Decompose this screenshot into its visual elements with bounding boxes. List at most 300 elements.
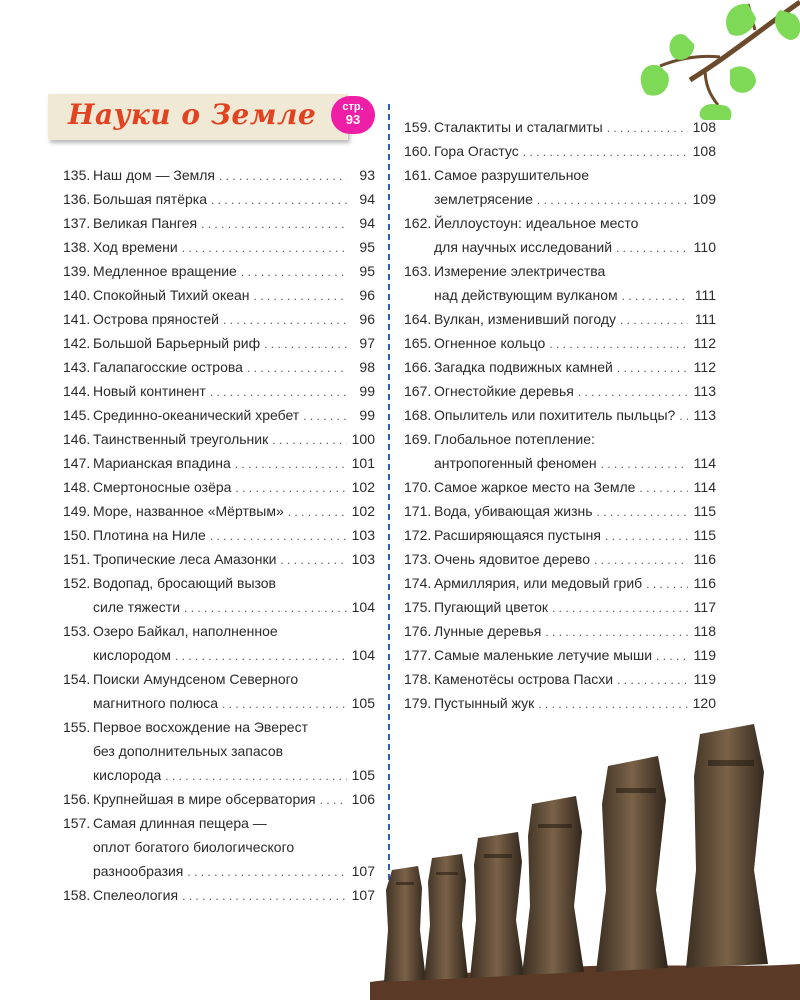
toc-entry-line — [63, 211, 375, 235]
toc-leader-dots — [272, 428, 347, 452]
toc-entry-title: Спелеология — [93, 887, 179, 903]
toc-entry-line — [404, 139, 716, 163]
toc-entry-title: магнитного полюса — [93, 695, 218, 711]
toc-entry-number: 149. — [63, 503, 91, 519]
toc-entry-page: 98 — [359, 359, 375, 375]
toc-entry-number: 174. — [404, 575, 432, 591]
toc-entry-line — [404, 379, 716, 403]
toc-entry-line — [63, 307, 375, 331]
toc-entry-page: 96 — [359, 287, 375, 303]
toc-entry-line — [63, 667, 375, 691]
toc-leader-dots — [538, 692, 688, 716]
toc-entry-title: Огненное кольцо — [434, 335, 546, 351]
toc-entry-number: 164. — [404, 311, 432, 327]
toc-entry-title: Марианская впадина — [93, 455, 231, 471]
toc-entry-title: Таинственный треугольник — [93, 431, 269, 447]
toc-entry-page: 107 — [351, 887, 375, 903]
toc-entry-page: 107 — [351, 863, 375, 879]
toc-entry[interactable] — [404, 331, 716, 355]
toc-entry-line — [63, 595, 375, 619]
toc-entry-page: 119 — [693, 647, 716, 663]
toc-entry[interactable] — [404, 643, 716, 667]
toc-entry-number: 166. — [404, 359, 432, 375]
toc-entry-line — [404, 475, 716, 499]
toc-entry[interactable] — [63, 667, 375, 715]
toc-leader-dots — [552, 596, 688, 620]
toc-leader-dots — [223, 308, 347, 332]
toc-left-column — [63, 163, 375, 907]
toc-entry-title: для научных исследований — [434, 239, 613, 255]
toc-entry-line — [404, 403, 716, 427]
toc-entry-line — [404, 235, 716, 259]
toc-entry-line — [404, 643, 716, 667]
toc-entry[interactable] — [63, 355, 375, 379]
toc-entry-line — [63, 163, 375, 187]
toc-entry-number: 136. — [63, 191, 91, 207]
toc-entry-page: 97 — [359, 335, 375, 351]
toc-entry-number: 153. — [63, 623, 91, 639]
toc-entry-title: Опылитель или похититель пыльцы? — [434, 407, 676, 423]
toc-entry[interactable] — [404, 259, 716, 307]
toc-entry-title: кислородом — [93, 647, 171, 663]
toc-entry-number: 171. — [404, 503, 432, 519]
toc-leader-dots — [165, 764, 347, 788]
toc-leader-dots — [219, 164, 347, 188]
toc-entry-title: без дополнительных запасов — [93, 743, 284, 759]
toc-entry-page: 105 — [351, 767, 375, 783]
toc-entry-line — [63, 235, 375, 259]
toc-entry-page: 102 — [351, 479, 375, 495]
toc-leader-dots — [616, 236, 688, 260]
toc-entry-line — [404, 595, 716, 619]
toc-entry-line — [404, 427, 716, 451]
toc-entry[interactable] — [404, 595, 716, 619]
toc-entry-line — [63, 379, 375, 403]
toc-entry-title: Медленное вращение — [93, 263, 237, 279]
toc-entry-page: 113 — [693, 407, 716, 423]
toc-entry-title: антропогенный феномен — [434, 455, 597, 471]
toc-entry-title: Гора Огастус — [434, 143, 519, 159]
toc-entry-page: 103 — [351, 527, 375, 543]
toc-entry-number: 160. — [404, 143, 432, 159]
toc-entry-title: Глобальное потепление: — [434, 431, 595, 447]
toc-leader-dots — [639, 476, 688, 500]
toc-entry-title: Новый континент — [93, 383, 206, 399]
toc-entry-page: 112 — [693, 335, 716, 351]
toc-entry-number: 161. — [404, 167, 432, 183]
toc-entry-title: Самые маленькие летучие мыши — [434, 647, 653, 663]
toc-entry-page: 100 — [351, 431, 375, 447]
toc-entry-title: Измерение электричества — [434, 263, 606, 279]
toc-entry-page: 101 — [351, 455, 375, 471]
toc-entry-number: 157. — [63, 815, 91, 831]
toc-entry-title: Большой Барьерный риф — [93, 335, 261, 351]
toc-entry-page: 94 — [359, 215, 375, 231]
toc-entry-line — [404, 163, 716, 187]
toc-entry[interactable] — [63, 475, 375, 499]
toc-leader-dots — [646, 572, 688, 596]
toc-leader-dots — [184, 596, 347, 620]
toc-entry[interactable] — [404, 379, 716, 403]
toc-entry-number: 150. — [63, 527, 91, 543]
toc-entry[interactable] — [404, 691, 716, 715]
toc-entry-page: 120 — [692, 695, 716, 711]
toc-entry-number: 173. — [404, 551, 432, 567]
toc-entry[interactable] — [63, 715, 375, 787]
section-title: Науки о Земле — [68, 98, 317, 131]
toc-entry-page: 104 — [351, 599, 375, 615]
toc-leader-dots — [597, 500, 688, 524]
toc-entry[interactable] — [404, 475, 716, 499]
toc-entry-title: Лунные деревья — [434, 623, 542, 639]
toc-entry-page: 99 — [359, 407, 375, 423]
toc-entry[interactable] — [404, 667, 716, 691]
toc-entry-line — [404, 331, 716, 355]
toc-entry-line — [63, 475, 375, 499]
toc-entry-page: 95 — [359, 263, 375, 279]
toc-entry-title: кислорода — [93, 767, 162, 783]
toc-leader-dots — [175, 644, 347, 668]
page-badge-number: 93 — [345, 112, 361, 127]
toc-entry-title: оплот богатого биологического — [93, 839, 295, 855]
toc-entry-number: 145. — [63, 407, 91, 423]
toc-entry-page: 106 — [351, 791, 375, 807]
toc-entry-title: Озеро Байкал, наполненное — [93, 623, 278, 639]
toc-entry-line — [404, 187, 716, 211]
toc-entry[interactable] — [404, 547, 716, 571]
toc-leader-dots — [235, 452, 347, 476]
toc-entry-line — [63, 403, 375, 427]
toc-entry-title: Загадка подвижных камней — [434, 359, 613, 375]
toc-entry-page: 103 — [351, 551, 375, 567]
toc-entry-page: 116 — [693, 551, 716, 567]
toc-entry-page: 96 — [359, 311, 375, 327]
toc-leader-dots — [617, 356, 688, 380]
toc-entry-line — [63, 283, 375, 307]
toc-entry-line — [63, 331, 375, 355]
toc-entry-line — [63, 787, 375, 811]
toc-entry[interactable] — [63, 811, 375, 883]
toc-entry[interactable] — [63, 523, 375, 547]
toc-entry-line — [63, 643, 375, 667]
toc-entry-title: Плотина на Ниле — [93, 527, 206, 543]
toc-entry[interactable] — [404, 211, 716, 259]
toc-entry-number: 143. — [63, 359, 91, 375]
page-badge-label: стр. — [342, 101, 364, 113]
toc-leader-dots — [247, 356, 347, 380]
toc-leader-dots — [211, 188, 347, 212]
toc-entry-page: 117 — [693, 599, 716, 615]
toc-leader-dots — [288, 500, 347, 524]
toc-entry[interactable] — [404, 523, 716, 547]
toc-entry-line — [404, 499, 716, 523]
toc-entry-line — [63, 859, 375, 883]
toc-entry-page: 113 — [693, 383, 716, 399]
toc-entry-line — [63, 499, 375, 523]
toc-entry[interactable] — [404, 403, 716, 427]
toc-entry-line — [404, 355, 716, 379]
toc-right-column — [404, 115, 716, 715]
toc-entry-line — [404, 571, 716, 595]
toc-entry-title: Расширяющаяся пустыня — [434, 527, 601, 543]
toc-entry-page: 110 — [693, 239, 716, 255]
toc-entry-title: над действующим вулканом — [434, 287, 618, 303]
toc-entry-page: 95 — [359, 239, 375, 255]
toc-leader-dots — [601, 452, 688, 476]
toc-leader-dots — [537, 188, 688, 212]
toc-entry-title: Ход времени — [93, 239, 178, 255]
toc-entry-number: 144. — [63, 383, 91, 399]
toc-entry-number: 139. — [63, 263, 91, 279]
toc-entry-title: Вулкан, изменивший погоду — [434, 311, 616, 327]
toc-entry-page: 119 — [693, 671, 716, 687]
toc-leader-dots — [222, 692, 347, 716]
toc-leader-dots — [280, 548, 347, 572]
toc-entry[interactable] — [63, 307, 375, 331]
toc-entry-line — [63, 835, 375, 859]
toc-entry-page: 114 — [693, 455, 716, 471]
toc-entry-page: 114 — [693, 479, 716, 495]
toc-entry-title: Сталактиты и сталагмиты — [434, 119, 603, 135]
toc-entry-line — [63, 259, 375, 283]
toc-entry-number: 146. — [63, 431, 91, 447]
toc-entry-line — [63, 619, 375, 643]
toc-entry-page: 93 — [359, 167, 375, 183]
toc-entry-page: 118 — [693, 623, 716, 639]
toc-entry-number: 169. — [404, 431, 432, 447]
toc-entry-line — [63, 523, 375, 547]
toc-entry-title: Самая длинная пещера — — [93, 815, 267, 831]
toc-leader-dots — [545, 620, 688, 644]
toc-entry-number: 141. — [63, 311, 91, 327]
toc-entry-number: 170. — [404, 479, 432, 495]
toc-entry-number: 159. — [404, 119, 432, 135]
toc-entry-page: 94 — [359, 191, 375, 207]
toc-entry-line — [404, 283, 716, 307]
page-badge — [331, 96, 375, 134]
toc-entry-page: 112 — [693, 359, 716, 375]
toc-entry-line — [63, 883, 375, 907]
toc-entry-line — [63, 451, 375, 475]
toc-entry-page: 111 — [694, 311, 716, 327]
toc-entry[interactable] — [404, 571, 716, 595]
toc-leader-dots — [549, 332, 688, 356]
toc-entry-title: Пугающий цветок — [434, 599, 548, 615]
toc-entry[interactable] — [63, 427, 375, 451]
toc-entry-title: Спокойный Тихий океан — [93, 287, 250, 303]
toc-entry-title: Самое разрушительное — [434, 167, 589, 183]
toc-leader-dots — [254, 284, 347, 308]
toc-entry-number: 162. — [404, 215, 432, 231]
toc-entry-page: 115 — [693, 527, 716, 543]
toc-entry-title: Срединно-океанический хребет — [93, 407, 300, 423]
toc-entry[interactable] — [63, 331, 375, 355]
toc-entry-number: 178. — [404, 671, 432, 687]
toc-entry-number: 140. — [63, 287, 91, 303]
toc-entry[interactable] — [404, 139, 716, 163]
toc-entry[interactable] — [63, 499, 375, 523]
toc-entry-number: 138. — [63, 239, 91, 255]
toc-entry-title: Первое восхождение на Эверест — [93, 719, 308, 735]
toc-entry-number: 152. — [63, 575, 91, 591]
toc-entry-title: Очень ядовитое дерево — [434, 551, 590, 567]
toc-entry[interactable] — [404, 499, 716, 523]
toc-entry-title: Пустынный жук — [434, 695, 535, 711]
toc-entry-line — [63, 691, 375, 715]
toc-entry-number: 137. — [63, 215, 91, 231]
toc-entry[interactable] — [63, 163, 375, 187]
toc-entry-page: 105 — [351, 695, 375, 711]
toc-entry-title: Самое жаркое место на Земле — [434, 479, 636, 495]
toc-leader-dots — [264, 332, 347, 356]
toc-entry-line — [404, 115, 716, 139]
toc-entry-page: 109 — [692, 191, 716, 207]
toc-leader-dots — [605, 524, 688, 548]
toc-entry[interactable] — [63, 883, 375, 907]
toc-entry-line — [63, 547, 375, 571]
toc-leader-dots — [656, 644, 688, 668]
toc-leader-dots — [182, 236, 347, 260]
toc-leader-dots — [241, 260, 347, 284]
toc-entry-title: Армиллярия, или медовый гриб — [434, 575, 643, 591]
toc-leader-dots — [620, 308, 688, 332]
toc-leader-dots — [303, 404, 347, 428]
moai-statues-image — [370, 720, 800, 1000]
toc-entry[interactable] — [404, 355, 716, 379]
toc-entry[interactable] — [63, 379, 375, 403]
leaf-branch-icon — [580, 0, 800, 120]
toc-entry-number: 167. — [404, 383, 432, 399]
section-header — [48, 94, 348, 140]
toc-entry[interactable] — [404, 619, 716, 643]
toc-entry-page: 104 — [351, 647, 375, 663]
toc-entry-page: 108 — [692, 119, 716, 135]
toc-leader-dots — [210, 380, 347, 404]
toc-leader-dots — [201, 212, 347, 236]
toc-entry-title: Крупнейшая в мире обсерватория — [93, 791, 316, 807]
toc-entry-page: 111 — [694, 287, 716, 303]
toc-entry-line — [63, 763, 375, 787]
toc-entry-number: 151. — [63, 551, 91, 567]
toc-entry-title: Галапагосские острова — [93, 359, 243, 375]
toc-entry[interactable] — [63, 283, 375, 307]
toc-entry-title: Поиски Амундсеном Северного — [93, 671, 299, 687]
toc-leader-dots — [594, 548, 688, 572]
toc-entry[interactable] — [63, 787, 375, 811]
toc-entry-line — [404, 691, 716, 715]
toc-entry-line — [404, 547, 716, 571]
toc-entry-number: 147. — [63, 455, 91, 471]
toc-entry-line — [63, 739, 375, 763]
toc-entry-title: землетрясение — [434, 191, 533, 207]
toc-leader-dots — [607, 116, 688, 140]
toc-entry-page: 108 — [692, 143, 716, 159]
toc-leader-dots — [622, 284, 688, 308]
toc-entry-page: 116 — [693, 575, 716, 591]
toc-entry-page: 102 — [351, 503, 375, 519]
toc-entry-title: Тропические леса Амазонки — [93, 551, 277, 567]
toc-entry-number: 165. — [404, 335, 432, 351]
toc-entry-number: 176. — [404, 623, 432, 639]
toc-entry-number: 172. — [404, 527, 432, 543]
toc-entry-page: 115 — [693, 503, 716, 519]
toc-entry-line — [63, 187, 375, 211]
toc-entry[interactable] — [404, 115, 716, 139]
toc-entry-number: 148. — [63, 479, 91, 495]
toc-entry-title: Великая Пангея — [93, 215, 198, 231]
toc-leader-dots — [578, 380, 688, 404]
toc-entry-number: 154. — [63, 671, 91, 687]
toc-entry-title: разнообразия — [93, 863, 184, 879]
toc-entry-line — [404, 451, 716, 475]
toc-leader-dots — [523, 140, 688, 164]
toc-entry-line — [63, 571, 375, 595]
toc-entry[interactable] — [63, 451, 375, 475]
toc-entry-line — [63, 715, 375, 739]
toc-entry-line — [404, 259, 716, 283]
toc-entry-number: 142. — [63, 335, 91, 351]
toc-entry[interactable] — [63, 619, 375, 667]
toc-entry-number: 135. — [63, 167, 91, 183]
toc-entry-title: Смертоносные озёра — [93, 479, 232, 495]
toc-entry[interactable] — [404, 307, 716, 331]
toc-entry[interactable] — [63, 211, 375, 235]
toc-leader-dots — [182, 884, 347, 908]
toc-entry-line — [63, 427, 375, 451]
toc-entry-number: 155. — [63, 719, 91, 735]
toc-entry[interactable] — [63, 235, 375, 259]
toc-entry-title: Большая пятёрка — [93, 191, 207, 207]
toc-entry-page: 99 — [359, 383, 375, 399]
toc-entry[interactable] — [63, 187, 375, 211]
toc-entry-title: Огнестойкие деревья — [434, 383, 574, 399]
toc-entry-number: 158. — [63, 887, 91, 903]
toc-entry-line — [404, 307, 716, 331]
toc-entry-number: 168. — [404, 407, 432, 423]
toc-leader-dots — [679, 404, 688, 428]
toc-entry-title: Йеллоустоун: идеальное место — [434, 215, 639, 231]
toc-entry-title: Море, названное «Мёртвым» — [93, 503, 284, 519]
toc-entry[interactable] — [63, 259, 375, 283]
toc-leader-dots — [187, 860, 347, 884]
toc-entry-title: Вода, убивающая жизнь — [434, 503, 593, 519]
toc-entry[interactable] — [404, 163, 716, 211]
toc-entry-number: 156. — [63, 791, 91, 807]
toc-entry-number: 163. — [404, 263, 432, 279]
toc-entry-line — [404, 619, 716, 643]
toc-entry-line — [404, 667, 716, 691]
toc-entry-number: 177. — [404, 647, 432, 663]
toc-entry-line — [404, 211, 716, 235]
toc-entry[interactable] — [63, 547, 375, 571]
toc-entry-title: Наш дом — Земля — [93, 167, 215, 183]
toc-entry-line — [63, 355, 375, 379]
toc-entry-title: силе тяжести — [93, 599, 181, 615]
toc-leader-dots — [617, 668, 688, 692]
toc-entry-title: Водопад, бросающий вызов — [93, 575, 276, 591]
toc-entry-title: Острова пряностей — [93, 311, 219, 327]
toc-leader-dots — [320, 788, 347, 812]
toc-entry[interactable] — [63, 571, 375, 619]
toc-entry-number: 179. — [404, 695, 432, 711]
toc-entry[interactable] — [404, 427, 716, 475]
toc-leader-dots — [210, 524, 347, 548]
toc-entry-line — [404, 523, 716, 547]
toc-entry[interactable] — [63, 403, 375, 427]
toc-entry-number: 175. — [404, 599, 432, 615]
toc-leader-dots — [235, 476, 347, 500]
toc-entry-line — [63, 811, 375, 835]
